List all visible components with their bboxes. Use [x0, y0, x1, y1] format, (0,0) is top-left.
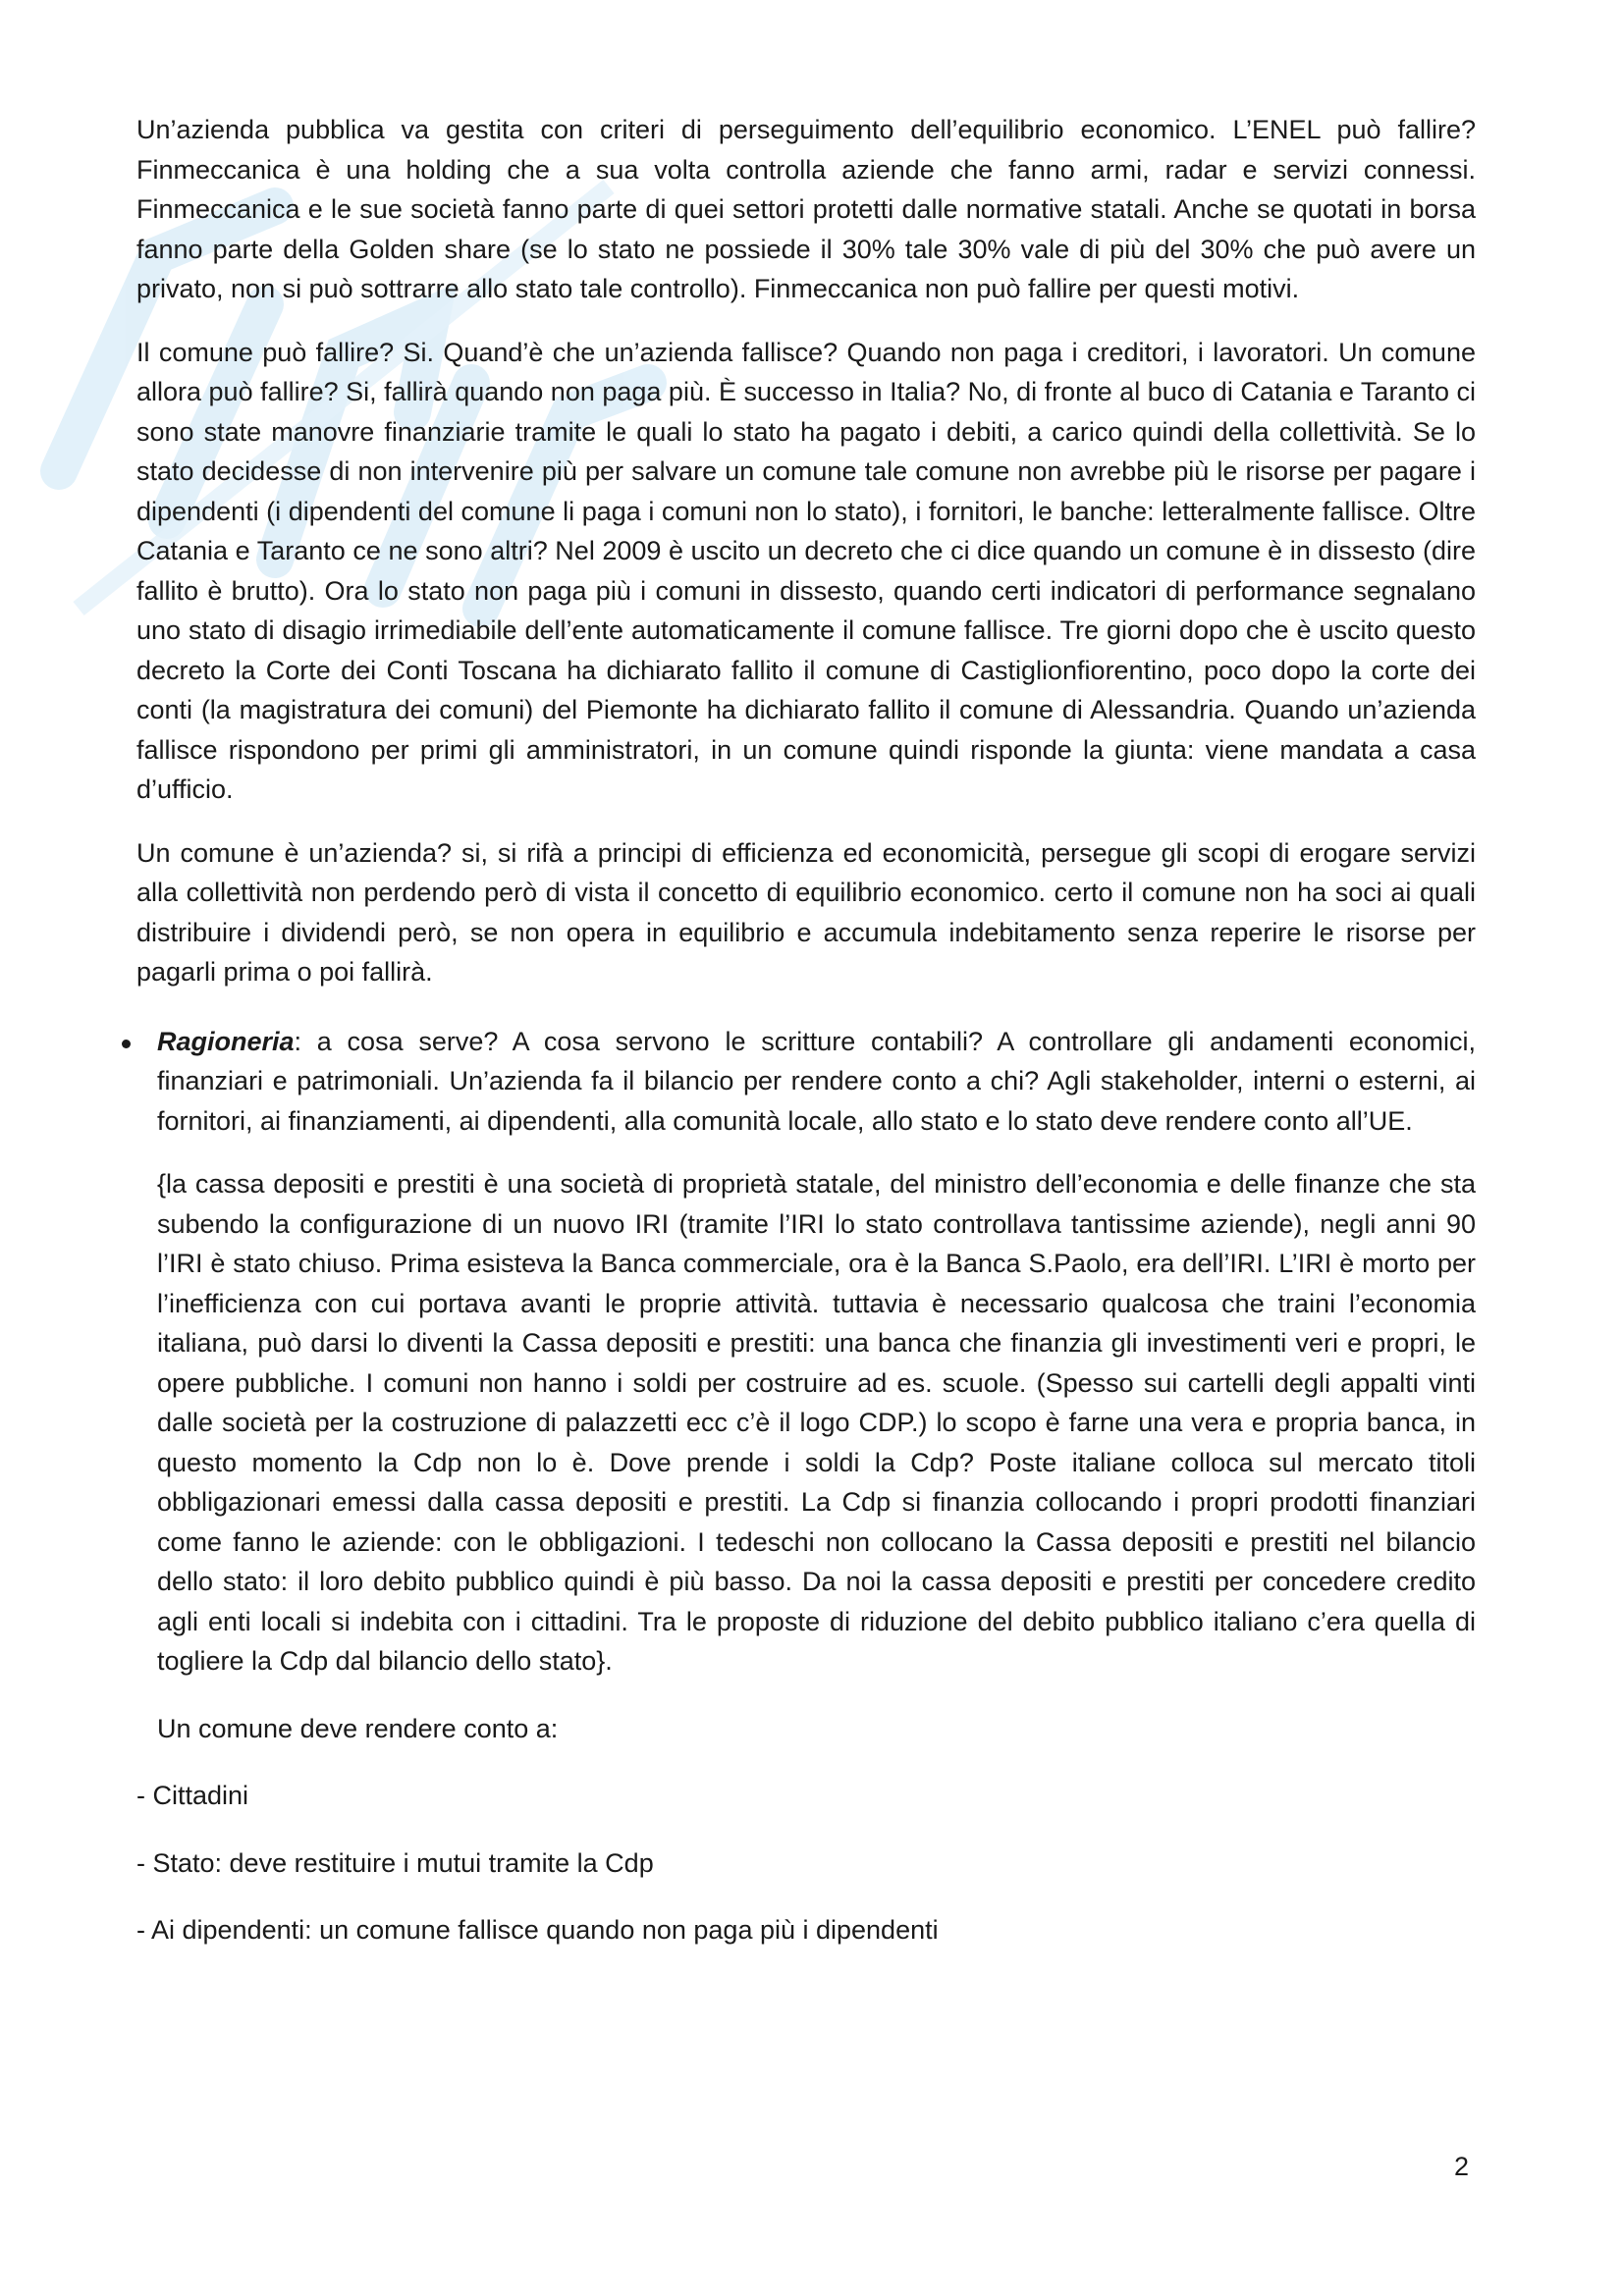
list-item: - Stato: deve restituire i mutui tramite la Cdp	[136, 1847, 654, 1878]
list-item: - Cittadini	[136, 1781, 249, 1810]
lead-line: Un comune deve rendere conto a:	[157, 1713, 559, 1743]
bullet-ragioneria-text	[157, 1022, 1476, 1142]
bullet-dot-icon	[122, 1040, 131, 1048]
paragraph-cdp-note: {la cassa depositi e prestiti è una società di proprietà statale, del ministro dell’economia e delle finanze che sta subendo la configurazione di un nuovo IRI (tramite l’IRI lo stato controllava tantissime aziende), negli anni 90 l’IRI è stato chiuso. Prima esisteva la Banca commerciale, ora è la Banca S.Paolo, era dell’IRI. L’IRI è morto per l’inefficienza con cui portava avanti le proprie attività. tuttavia è necessario qualcosa che traini l’economia italiana, può darsi lo diventi la Cassa depositi e prestiti: una banca che finanzia gli investimenti veri e propri, le opere pubbliche. I comuni non hanno i soldi per costruire ad es. scuole. (Spesso sui cartelli degli appalti vinti dalle società per la costruzione di palazzetti ecc c’è il logo CDP.) lo scopo è farne una vera e propria banca, in questo momento la Cdp non lo è. Dove prende i soldi la Cdp? Poste italiane colloca sul mercato titoli obbligazionari emessi dalla cassa depositi e prestiti. La Cdp si finanzia collocando i propri prodotti finanziari come fanno le aziende: con le obbligazioni. I tedeschi non collocano la Cassa depositi e prestiti nel bilancio dello stato: il loro debito pubblico quindi è più basso. Da noi la cassa depositi e prestiti per concedere credito agli enti locali si indebita con i cittadini. Tra le proposte di riduzione del debito pubblico italiano c’era quella di togliere la Cdp dal bilancio dello stato}.	[157, 1169, 1476, 1676]
paragraph-comune-fallimento: Il comune può fallire? Si. Quand’è che un’azienda fallisce? Quando non paga i creditori, i lavoratori. Un comune allora può fallire? Si, fallirà quando non paga più. È successo in Italia? No, di fronte al buco di Catania e Taranto ci sono state manovre finanziarie tramite le quali lo stato ha pagato i debiti, a carico quindi della collettività. Se lo stato decidesse di non intervenire più per salvare un comune tale comune non avrebbe più le risorse per pagare i dipendenti (i dipendenti del comune li paga i comuni non lo stato), i fornitori, le banche: letteralmente fallisce. Oltre Catania e Taranto ce ne sono altri? Nel 2009 è uscito un decreto che ci dice quando un comune è in dissesto (dire fallito è brutto). Ora lo stato non paga più i comuni in dissesto, quando certi indicatori di performance segnalano uno stato di disagio irrimediabile dell’ente automaticamente il comune fallisce. Tre giorni dopo che è uscito questo decreto la Corte dei Conti Toscana ha dichiarato fallito il comune di Castiglionfiorentino, poco dopo la corte dei conti (la magistratura dei comuni) del Piemonte ha dichiarato fallito il comune di Alessandria. Quando un’azienda fallisce rispondono per primi gli amministratori, in un comune quindi risponde la giunta: viene mandata a casa d’ufficio.	[136, 337, 1476, 804]
list-item: - Ai dipendenti: un comune fallisce quando non paga più i dipendenti	[136, 1915, 939, 1945]
stakeholder-list	[136, 1776, 1476, 1950]
bullet-text: : a cosa serve? A cosa servono le scritture contabili? A controllare gli andamenti economici, finanziari e patrimoniali. Un’azienda fa il bilancio per rendere conto a chi? Agli stakeholder, interni o esterni, ai fornitori, ai finanziamenti, ai dipendenti, alla comunità locale, allo stato e lo stato deve rendere conto all’UE.	[157, 1026, 1476, 1136]
bullet-ragioneria	[136, 1022, 1476, 1749]
paragraph-comune-azienda: Un comune è un’azienda? si, si rifà a principi di efficienza ed economicità, persegue gli scopi di erogare servizi alla collettività non perdendo però di vista il concetto di equilibrio economico. certo il comune non ha soci ai quali distribuire i dividendi però, se non opera in equilibrio e accumula indebitamento senza reperire le risorse per pagarli prima o poi fallirà.	[136, 837, 1476, 987]
paragraph-enel-finmeccanica: Un’azienda pubblica va gestita con criteri di perseguimento dell’equilibrio economico. L’ENEL può fallire? Finmeccanica è una holding che a sua volta controlla aziende che fanno armi, radar e servizi connessi. Finmeccanica e le sue società fanno parte di quei settori protetti dalle normative statali. Anche se quotati in borsa fanno parte della Golden share (se lo stato ne possiede il 30% tale 30% vale di più del 30% che può avere un privato, non si può sottrarre allo stato tale controllo). Finmeccanica non può fallire per questi motivi.	[136, 115, 1476, 303]
document-body	[136, 110, 1476, 1978]
page-number: 2	[1454, 2152, 1470, 2181]
bullet-term: Ragioneria	[157, 1026, 295, 1056]
